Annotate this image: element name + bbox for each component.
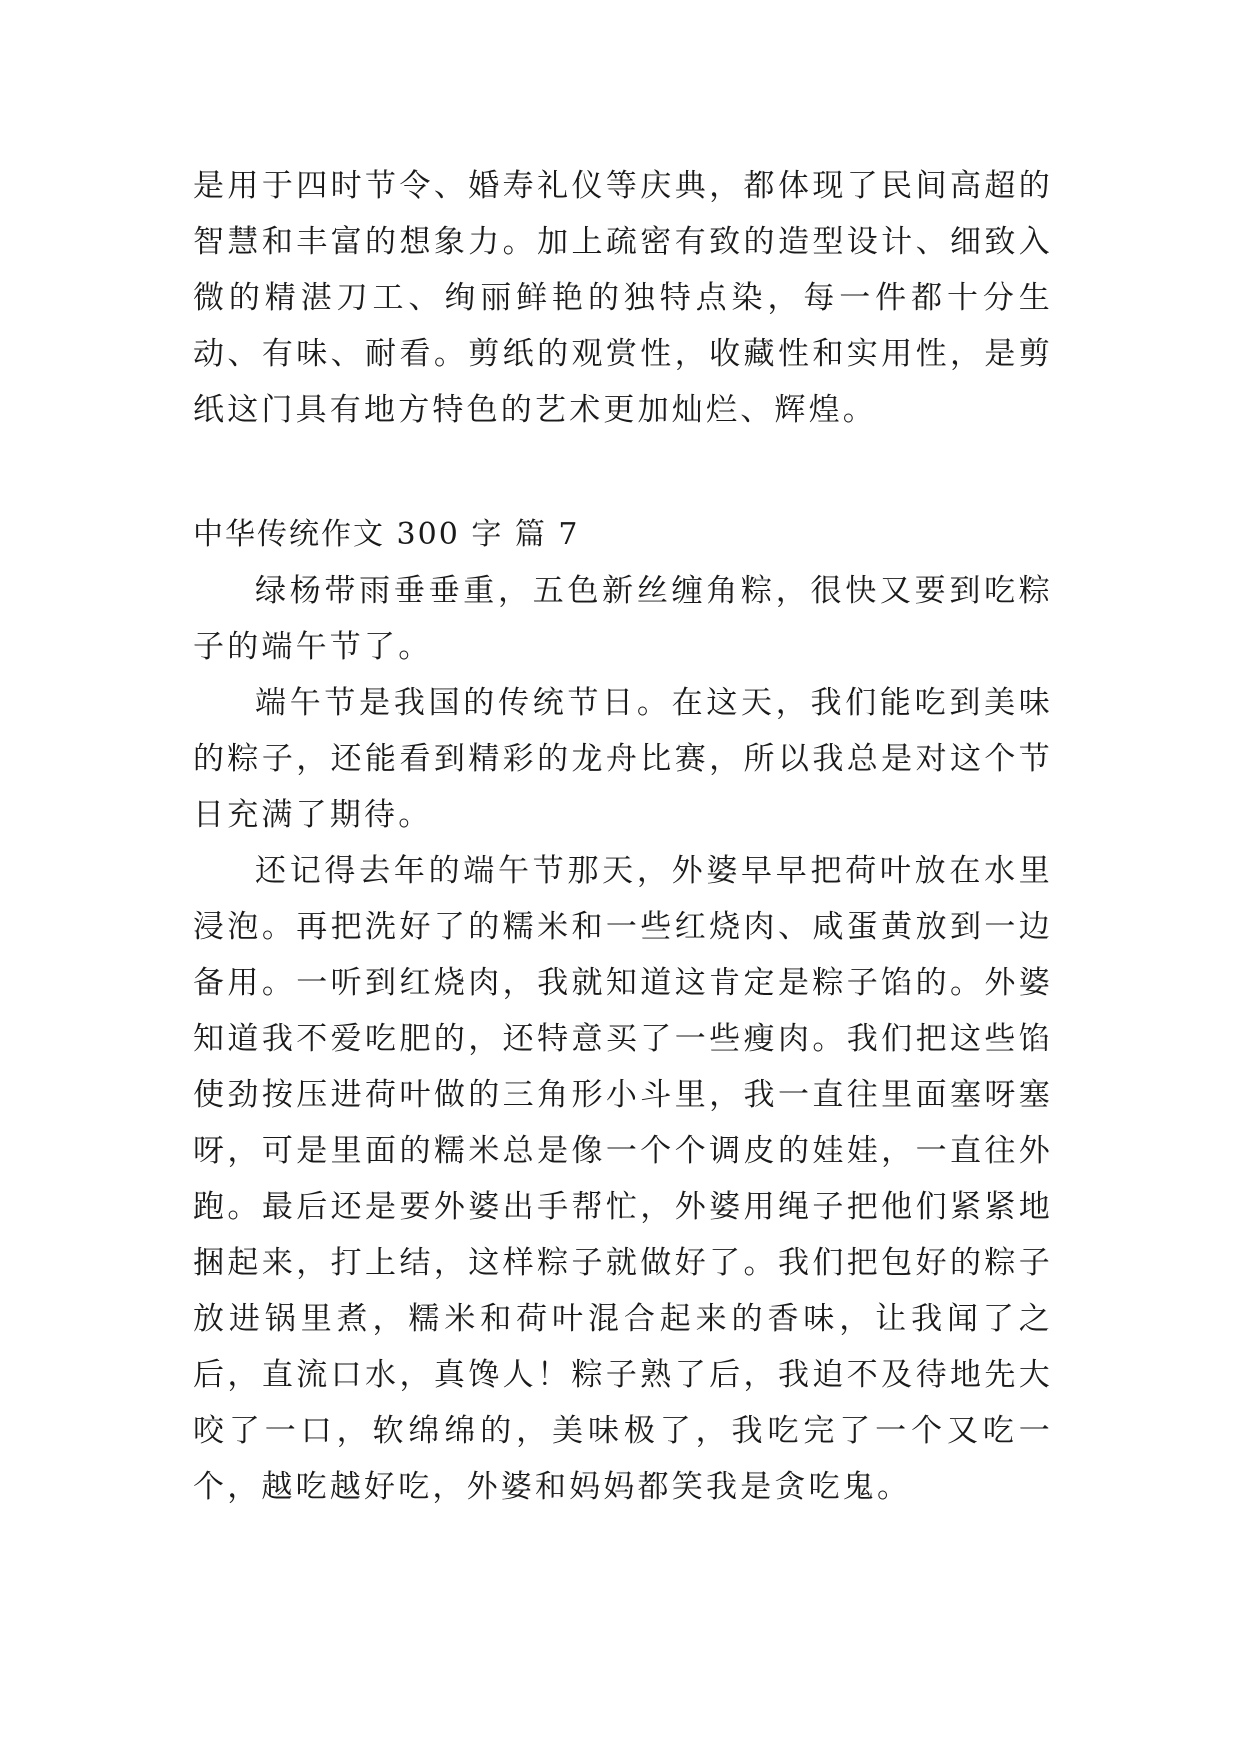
paragraph: 还记得去年的端午节那天，外婆早早把荷叶放在水里浸泡。再把洗好了的糯米和一些红烧肉、咸蛋黄放到一边备用。一听到红烧肉，我就知道这肯定是粽子馅的。外婆知道我不爱吃肥的，还特意买了一些瘦肉。我们把这些馅使劲按压进荷叶做的三角形小斗里，我一直往里面塞呀塞呀，可是里面的糯米总是像一个个调皮的娃娃，一直往外跑。最后还是要外婆出手帮忙，外婆用绳子把他们紧紧地捆起来，打上结，这样粽子就做好了。我们把包好的粽子放进锅里煮，糯米和荷叶混合起来的香味，让我闻了之后，直流口水，真馋人！粽子熟了后，我迫不及待地先大咬了一口，软绵绵的，美味极了，我吃完了一个又吃一个，越吃越好吃，外婆和妈妈都笑我是贪吃鬼。 [193, 853, 1053, 1505]
section-heading: 中华传统作文 300 字 篇 7 [193, 517, 580, 552]
article-body [193, 563, 1053, 1515]
continuation-text: 是用于四时节令、婚寿礼仪等庆典，都体现了民间高超的智慧和丰富的想象力。加上疏密有致的造型设计、细致入微的精湛刀工、绚丽鲜艳的独特点染，每一件都十分生动、有味、耐看。剪纸的观赏性，收藏性和实用性，是剪纸这门具有地方特色的艺术更加灿烂、辉煌。 [193, 168, 1053, 428]
paragraph: 端午节是我国的传统节日。在这天，我们能吃到美味的粽子，还能看到精彩的龙舟比赛，所以我总是对这个节日充满了期待。 [193, 685, 1053, 833]
continuation-paragraph [193, 158, 1053, 438]
paragraph: 绿杨带雨垂垂重，五色新丝缠角粽，很快又要到吃粽子的端午节了。 [193, 573, 1053, 665]
